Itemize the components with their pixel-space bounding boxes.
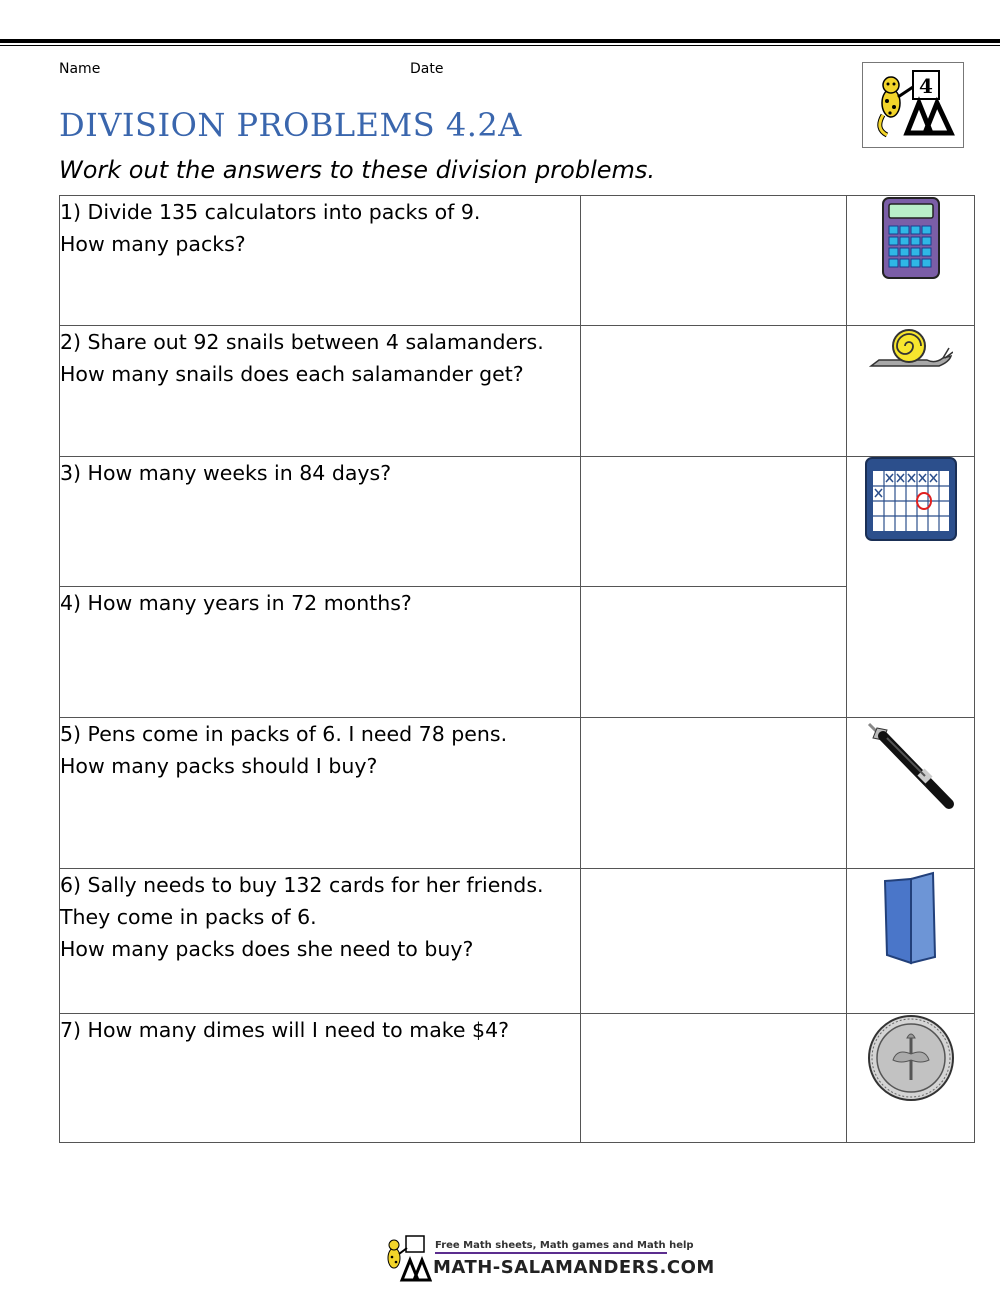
calculator-icon — [881, 196, 941, 280]
salamander-footer-icon — [380, 1232, 432, 1284]
problem-row — [60, 587, 975, 718]
picture-cell — [847, 196, 975, 326]
question-cell — [60, 869, 581, 1014]
pen-icon — [863, 718, 959, 814]
footer-site-link[interactable]: MATH-SALAMANDERS.COM — [433, 1257, 715, 1278]
question-cell — [60, 718, 581, 869]
card-icon — [881, 869, 941, 965]
answer-cell[interactable] — [581, 326, 847, 457]
date-label: Date — [410, 61, 444, 77]
answer-cell[interactable] — [581, 457, 847, 587]
question-cell — [60, 326, 581, 457]
picture-cell — [847, 326, 975, 457]
question-text: 5) Pens come in packs of 6. I need 78 pens. — [60, 722, 508, 746]
salamander-logo-icon — [863, 63, 963, 147]
problem-row — [60, 326, 975, 457]
answer-cell[interactable] — [581, 196, 847, 326]
footer-tagline: Free Math sheets, Math games and Math help — [435, 1240, 694, 1251]
question-text: 7) How many dimes will I need to make $4? — [60, 1018, 509, 1042]
question-text: How many packs should I buy? — [60, 754, 378, 778]
instructions: Work out the answers to these division problems. — [59, 156, 656, 184]
footer-rule — [435, 1252, 667, 1254]
question-cell — [60, 587, 581, 718]
problem-row — [60, 457, 975, 587]
problem-row — [60, 196, 975, 326]
answer-cell[interactable] — [581, 587, 847, 718]
grade-logo — [862, 62, 964, 148]
question-text: 1) Divide 135 calculators into packs of 9. — [60, 200, 481, 224]
dime-icon — [867, 1014, 955, 1102]
answer-cell[interactable] — [581, 869, 847, 1014]
problem-row — [60, 869, 975, 1014]
top-rule — [0, 39, 1000, 43]
problems-table — [59, 195, 975, 1143]
picture-cell — [847, 869, 975, 1014]
question-text: 2) Share out 92 snails between 4 salamanders. — [60, 330, 544, 354]
logo-grade-number: 4 — [919, 74, 933, 98]
problem-row — [60, 1014, 975, 1143]
question-text: 3) How many weeks in 84 days? — [60, 461, 392, 485]
question-text: 4) How many years in 72 months? — [60, 591, 412, 615]
picture-cell — [847, 1014, 975, 1143]
question-cell — [60, 1014, 581, 1143]
question-text: How many packs does she need to buy? — [60, 937, 474, 961]
answer-cell[interactable] — [581, 718, 847, 869]
question-text: How many packs? — [60, 232, 246, 256]
answer-cell[interactable] — [581, 1014, 847, 1143]
question-text: 6) Sally needs to buy 132 cards for her friends. — [60, 873, 544, 897]
page-title: DIVISION PROBLEMS 4.2A — [59, 106, 522, 144]
question-cell — [60, 196, 581, 326]
question-text: They come in packs of 6. — [60, 905, 317, 929]
footer — [380, 1232, 715, 1284]
question-cell — [60, 457, 581, 587]
calendar-icon — [865, 457, 957, 541]
picture-cell — [847, 718, 975, 869]
snail-icon — [869, 326, 953, 370]
top-rule-thin — [0, 45, 1000, 46]
name-label: Name — [59, 61, 101, 77]
question-text: How many snails does each salamander get? — [60, 362, 524, 386]
picture-cell — [847, 457, 975, 718]
problem-row — [60, 718, 975, 869]
